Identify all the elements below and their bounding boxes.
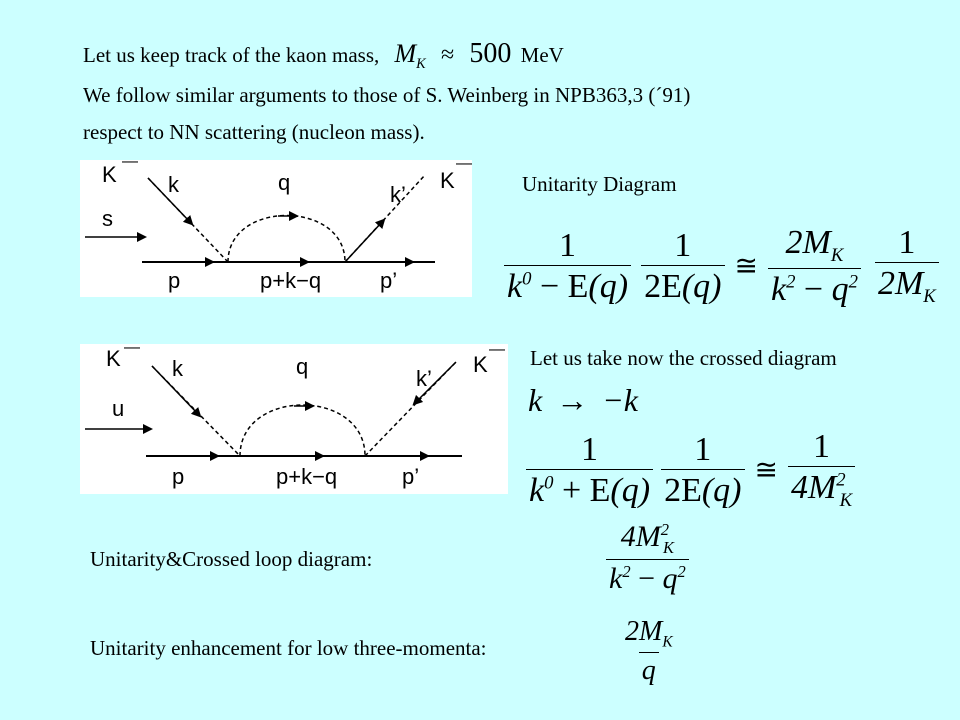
q-arg: (q) [610, 471, 651, 509]
plus-sign: + [561, 471, 582, 509]
q-arg-2: (q) [681, 267, 722, 305]
pkq-label: p+k−q [260, 268, 322, 293]
twoM-symbol-2: 2M [877, 265, 924, 302]
kminus-in-bar: — [122, 160, 138, 170]
sq-sup-3: 2 [677, 561, 686, 581]
k-symbol: k [609, 561, 623, 595]
crossed-frac-1 [526, 430, 653, 509]
substitution [528, 382, 638, 419]
q-label: q [278, 170, 291, 195]
loop-expression [606, 522, 689, 594]
frac-3-num [783, 226, 847, 268]
twoM-symbol: 2M [785, 224, 831, 261]
unitarity-equation [504, 226, 939, 307]
unitarity-feynman-diagram [80, 160, 472, 297]
sub-minus-k: −k [602, 382, 638, 418]
enhancement-caption: Unitarity enhancement for low three-momenta: [90, 636, 487, 660]
enhancement-frac [622, 618, 676, 685]
sq-sup-2: 2 [848, 271, 858, 293]
frac-2-num: 1 [694, 430, 712, 468]
frac-2-den [641, 265, 724, 304]
approx-sign: ≅ [734, 251, 758, 283]
k-zero-sup: 0 [522, 268, 532, 290]
loop-den [606, 559, 689, 594]
kminus-in-label: K [102, 162, 117, 187]
kminus-in-bar: — [124, 344, 140, 356]
q-arg: (q) [588, 267, 629, 305]
crossed-frac-2 [661, 430, 744, 509]
unitarity-frac-4 [875, 226, 939, 307]
crossed-feynman-diagram [80, 344, 508, 494]
pkq-label: p+k−q [276, 464, 338, 489]
q-arg-2: (q) [701, 471, 742, 509]
crossed-frac-3 [788, 430, 855, 511]
unitarity-frac-3 [768, 226, 861, 307]
frac-2-den [661, 469, 744, 508]
frac-1-num: 1 [581, 430, 599, 468]
fourM-symbol: 4M [620, 520, 661, 553]
E-symbol-2: E [681, 471, 702, 509]
kminus-out-label: K [473, 352, 488, 377]
loop-arc [228, 216, 345, 263]
loop-arc [240, 405, 365, 456]
minus-sign-2: − [803, 270, 824, 308]
kprime-label: k’ [416, 366, 432, 391]
frac-4-den [875, 262, 939, 307]
channel-label: s [102, 206, 113, 231]
k-zero-sup: 0 [544, 472, 554, 494]
p-label: p [172, 464, 185, 489]
k-symbol: k [507, 267, 523, 305]
kaon-mass-m: M [394, 39, 417, 68]
frac-3-den [788, 466, 855, 511]
unitarity-frac-1 [504, 226, 631, 305]
fourM-symbol: 4M [790, 469, 837, 506]
kminus-out-label: K [440, 168, 455, 193]
kprime-label: k’ [390, 182, 406, 207]
sq-sup-2: 2 [622, 561, 631, 581]
intro-line-3: respect to NN scattering (nucleon mass). [83, 120, 425, 144]
K-sub: K [662, 633, 673, 651]
unitarity-diagram-svg [80, 160, 472, 297]
crossed-diagram-svg [80, 344, 508, 494]
kaon-mass-unit: MeV [520, 43, 564, 67]
frac-4-num: 1 [898, 224, 916, 261]
E-symbol: E [589, 471, 611, 509]
crossed-caption: Let us take now the crossed diagram [530, 346, 837, 370]
two-symbol: 2 [644, 267, 662, 305]
kaon-mass-symbol [394, 39, 426, 73]
frac-2-num: 1 [674, 226, 692, 264]
intro-line-2: We follow similar arguments to those of S. Weinberg in NPB363,3 (´91) [83, 83, 691, 107]
kaon-mass-approx: ≈ [440, 42, 455, 68]
enhancement-num [622, 618, 676, 652]
sub-arrow: → [556, 382, 589, 418]
sq-sup: 2 [660, 520, 669, 539]
frac-3-den [768, 268, 861, 307]
k-symbol: k [529, 471, 545, 509]
sub-k: k [528, 382, 543, 418]
twoM-symbol: 2M [625, 616, 663, 647]
enhancement-expression [622, 618, 676, 685]
q-symbol: q [831, 270, 849, 308]
E-symbol: E [567, 267, 589, 305]
q-label: q [296, 354, 309, 379]
kaon-mass-sub: K [416, 56, 426, 73]
kminus-out-bar: — [456, 160, 472, 172]
enhancement-den: q [639, 652, 659, 685]
frac-1-den [526, 469, 653, 508]
unitarity-caption: Unitarity Diagram [522, 172, 677, 196]
frac-1-num: 1 [559, 226, 577, 264]
k-label: k [172, 356, 183, 381]
frac-1-den [504, 265, 631, 304]
crossed-equation [526, 430, 855, 511]
kaon-mass-value: 500 [469, 38, 512, 69]
channel-label: u [112, 396, 125, 421]
approx-sign: ≅ [754, 455, 778, 487]
K-sub: K [662, 538, 674, 557]
intro-line-1-text: Let us keep track of the kaon mass, [83, 43, 380, 67]
K-sub: K [830, 244, 844, 266]
kminus-in-label: K [106, 346, 121, 371]
minus-sign: − [638, 561, 655, 595]
loop-caption: Unitarity&Crossed loop diagram: [90, 547, 373, 571]
kaon-out-arrow [345, 222, 382, 262]
K-sub: K [839, 489, 853, 511]
k-label: k [168, 172, 179, 197]
kminus-out-bar: — [489, 344, 505, 358]
K-sub-2: K [923, 285, 936, 307]
loop-num [618, 522, 677, 559]
loop-frac [606, 522, 689, 594]
p-label: p [168, 268, 181, 293]
E-symbol-2: E [661, 267, 682, 305]
unitarity-frac-2 [641, 226, 724, 305]
pprime-label: p’ [402, 464, 420, 489]
sq-sup: 2 [836, 469, 846, 491]
sq-sup: 2 [786, 271, 796, 293]
intro-line-1 [83, 38, 564, 73]
k-symbol-2: k [770, 270, 787, 308]
minus-sign: − [539, 267, 560, 305]
q-symbol: q [662, 561, 678, 595]
frac-3-num: 1 [813, 428, 831, 465]
two-symbol: 2 [664, 471, 682, 509]
pprime-label: p’ [380, 268, 398, 293]
